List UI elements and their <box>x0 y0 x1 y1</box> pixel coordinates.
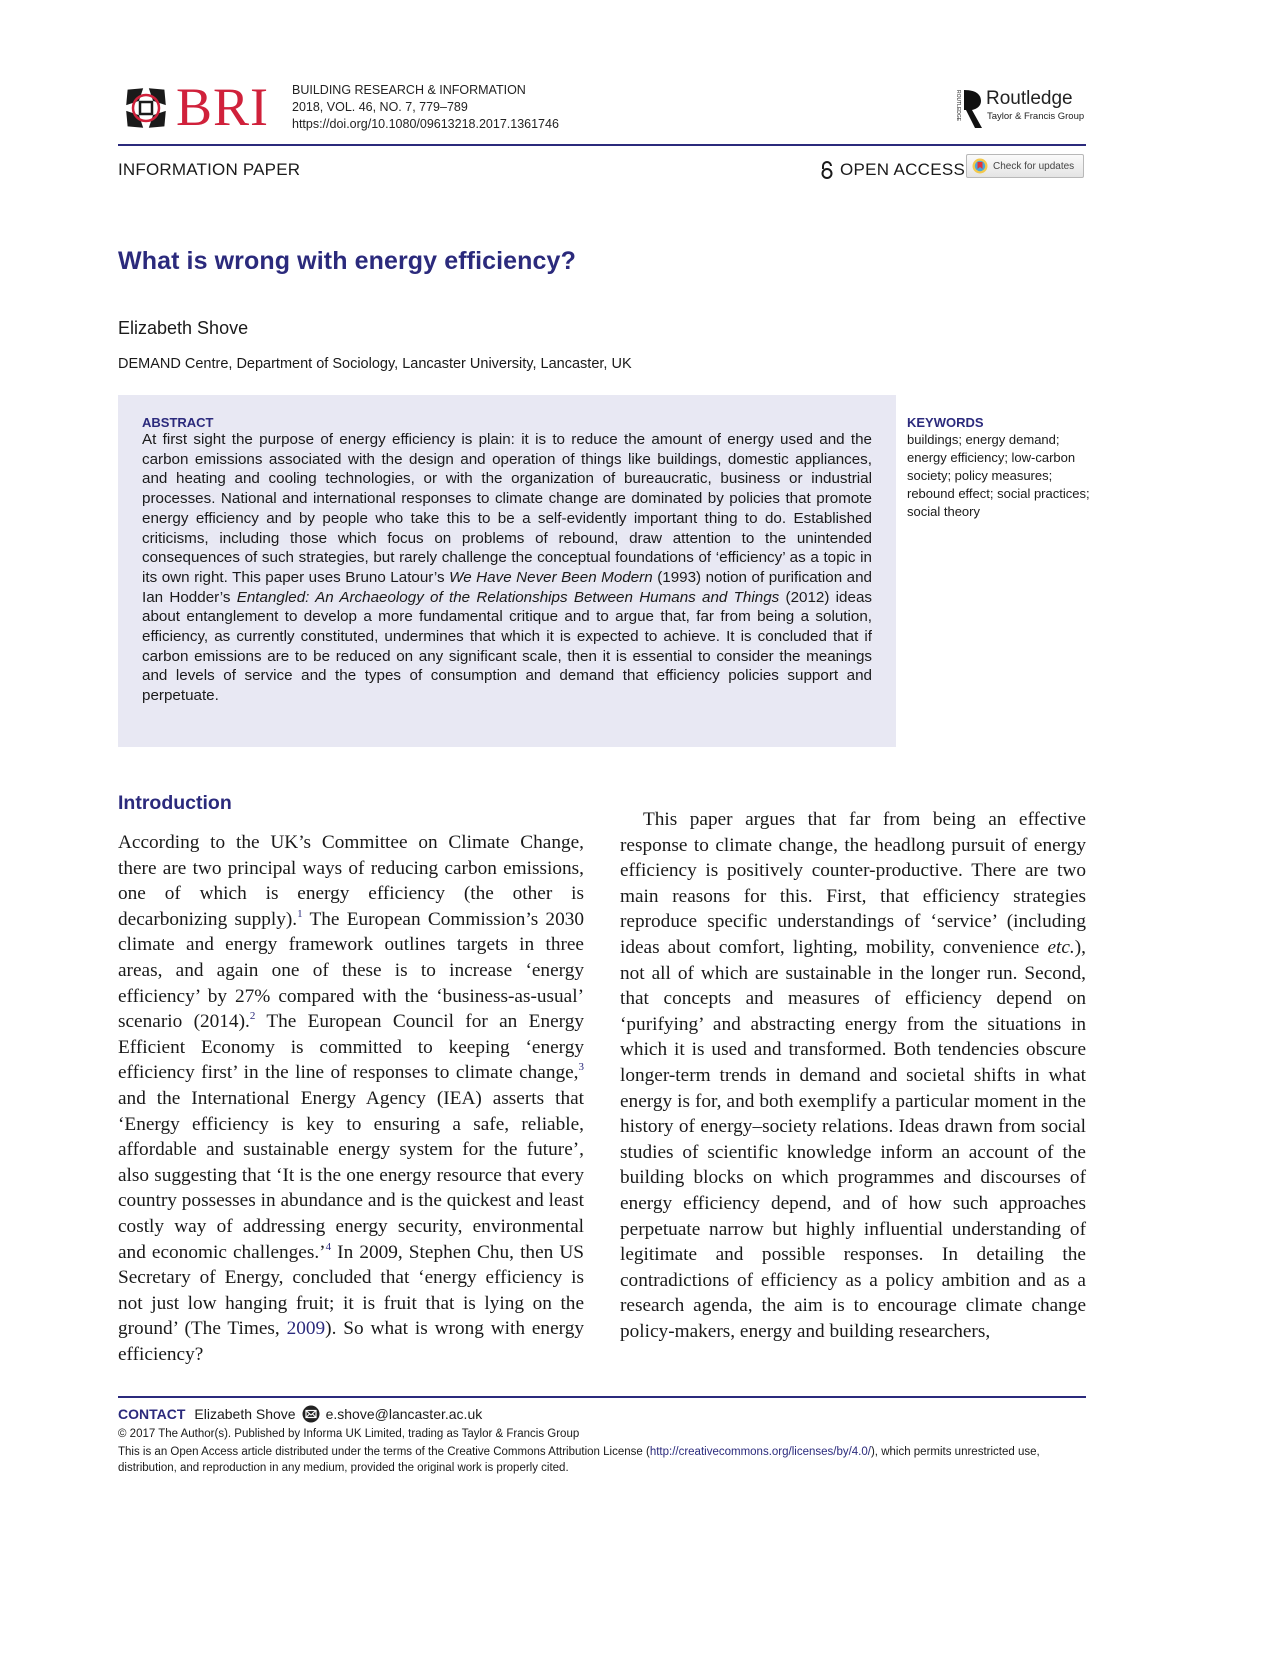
contact-name: Elizabeth Shove <box>194 1406 296 1422</box>
body-text: The European Commission’s 2030 climate and energy framework outlines targets in three areas, and again one of these is to increase ‘energy efficiency’ by 27% compared with the ‘business-as-usual’ scenario (2014). <box>118 908 584 1033</box>
footer-divider <box>118 1396 1086 1398</box>
citation-link[interactable]: 2009 <box>286 1318 326 1340</box>
body-text: and the International Energy Agency (IEA) asserts that ‘Energy efficiency is key to ensuring a safe, reliable, affordable and sustainable energy system for the future’, also suggesting that ‘It is the one energy resource that every country possesses in abundance and is the quickest and least costly way of addressing energy security, environmental and economic challenges.’ <box>118 1087 584 1263</box>
keywords-label: KEYWORDS <box>907 415 984 430</box>
body-text: In 2009, Stephen Chu, then US Secretary of Energy, concluded that ‘energy efficiency is not just low hanging fruit; it is fruit that is lying on the ground’ (The Times, <box>118 1241 585 1340</box>
publisher-name: Routledge <box>986 88 1073 109</box>
journal-header <box>118 72 1086 152</box>
body-paragraph <box>620 807 1086 1344</box>
footnote-ref[interactable]: 4 <box>325 1240 332 1253</box>
license-notice <box>118 1444 1090 1476</box>
routledge-vertical-text: ROUTLEDGE <box>955 90 961 122</box>
body-text-italic: etc. <box>1047 936 1075 958</box>
abstract-text-part: (1993) notion of purification and Ian Hodder’s <box>142 568 872 606</box>
abstract-box <box>118 395 896 747</box>
abstract-text-part: (2012) ideas about entanglement to develop a more fundamental critique and to argue that, far from being a solution, efficiency, as currently constituted, undermines that which it is expected to achieve. It is concluded that if carbon emissions are to be reduced on any significant scale, then it is essential to consider the meanings and levels of service and the types of consumption and demand that efficiency policies support and perpetuate. <box>142 588 872 705</box>
footnote-ref[interactable]: 3 <box>578 1061 584 1074</box>
doi-link[interactable]: https://doi.org/10.1080/09613218.2017.1361746 <box>292 117 559 131</box>
body-text: The European Council for an Energy Efficient Economy is committed to keeping ‘energy efficiency first’ in the line of responses to climate change, <box>118 1011 584 1084</box>
email-icon <box>302 1405 320 1423</box>
article-title: What is wrong with energy efficiency? <box>118 247 576 275</box>
open-access-lock-icon <box>820 161 834 179</box>
publisher-group: Taylor & Francis Group <box>987 111 1085 122</box>
bri-emblem-icon <box>118 80 174 136</box>
keywords-section <box>907 415 1097 521</box>
copyright-notice: © 2017 The Author(s). Published by Informa UK Limited, trading as Taylor & Francis Group <box>118 1428 580 1440</box>
contact-line <box>118 1405 482 1423</box>
abstract-book-title: Entangled: An Archaeology of the Relationships Between Humans and Things <box>236 588 780 606</box>
open-access-badge <box>820 160 965 180</box>
abstract-book-title: We Have Never Been Modern <box>449 568 653 586</box>
header-divider <box>118 144 1086 146</box>
journal-name: BUILDING RESEARCH & INFORMATION <box>292 83 526 97</box>
footnote-ref[interactable]: 1 <box>297 907 303 920</box>
bri-logo-text: BRI <box>176 77 270 137</box>
routledge-logo <box>954 88 1086 132</box>
check-for-updates-label: Check for updates <box>993 160 1075 172</box>
paper-type-label: INFORMATION PAPER <box>118 160 301 179</box>
abstract-label: ABSTRACT <box>142 415 214 430</box>
body-text: According to the UK’s Committee on Climate Change, there are two principal ways of reducing carbon emissions, one of which is energy efficiency (the other is decarbonizing supply). <box>118 832 584 930</box>
license-text: This is an Open Access article distributed under the terms of the Creative Commons Attribution License ( <box>118 1446 650 1458</box>
routledge-r-icon <box>954 88 984 130</box>
open-access-label: OPEN ACCESS <box>840 160 966 179</box>
section-heading-introduction: Introduction <box>118 792 232 814</box>
author-name: Elizabeth Shove <box>118 318 249 338</box>
contact-email-link[interactable]: e.shove@lancaster.ac.uk <box>325 1406 483 1422</box>
author-affiliation: DEMAND Centre, Department of Sociology, Lancaster University, Lancaster, UK <box>118 356 632 372</box>
license-url-link[interactable]: http://creativecommons.org/licenses/by/4.0/ <box>649 1446 871 1458</box>
body-text: This paper argues that far from being an effective response to climate change, the headlong pursuit of energy efficiency is positively counter-productive. There are two main reasons for this. First, that efficiency strategies reproduce specific understandings of ‘service’ (including ideas about comfort, lighting, mobility, convenience <box>620 809 1086 958</box>
contact-label: CONTACT <box>118 1406 186 1422</box>
crossmark-icon <box>972 158 988 174</box>
journal-info <box>292 82 559 133</box>
bri-logo <box>118 77 273 137</box>
abstract-text <box>142 430 872 706</box>
body-text: ), not all of which are sustainable in the longer run. Second, that concepts and measures of efficiency depend on ‘purifying’ and abstracting energy from the situations in which it is used and transformed. Both tendencies obscure longer-term trends in demand and societal shifts in what energy is for, and both exemplify a particular moment in the history of energy–society relations. Ideas drawn from social studies of scientific knowledge inform an account of the building blocks on which programmes and discourses of energy efficiency depend, and of how such approaches perpetuate narrow but highly influential understanding of legitimate and possible responses. In detailing the contradictions of efficiency as a policy ambition and as a research agenda, the aim is to encourage climate change policy-makers, energy and building researchers, <box>620 936 1086 1342</box>
keywords-list: buildings; energy demand; energy efficiency; low-carbon society; policy measures; rebound effect; social practices; social theory <box>907 432 1090 519</box>
abstract-text-part: At first sight the purpose of energy efficiency is plain: it is to reduce the amount of energy used and the carbon emissions associated with the design and operation of things like buildings, domestic appliances, and heating and cooling technologies, or with the organization of bureaucratic, business or industrial processes. National and international responses to climate change are dominated by policies that promote energy efficiency and by people who take this to be a self-evidently important thing to do. Established criticisms, including those which focus on problems of rebound, draw attention to the unintended consequences of such strategies, but rarely challenge the conceptual foundations of ‘efficiency’ as a topic in its own right. This paper uses Bruno Latour’s <box>142 431 872 586</box>
body-column-left <box>118 830 584 1367</box>
footnote-ref[interactable]: 2 <box>249 1010 256 1023</box>
body-text: ). So what is wrong with energy efficiency? <box>118 1318 584 1365</box>
body-column-right <box>620 807 1086 1344</box>
check-for-updates-button[interactable] <box>966 154 1084 178</box>
license-text: ), which permits unrestricted use, distribution, and reproduction in any medium, provided the original work is properly cited. <box>118 1446 1040 1474</box>
body-paragraph <box>118 830 584 1367</box>
volume-info: 2018, VOL. 46, NO. 7, 779–789 <box>292 100 468 114</box>
